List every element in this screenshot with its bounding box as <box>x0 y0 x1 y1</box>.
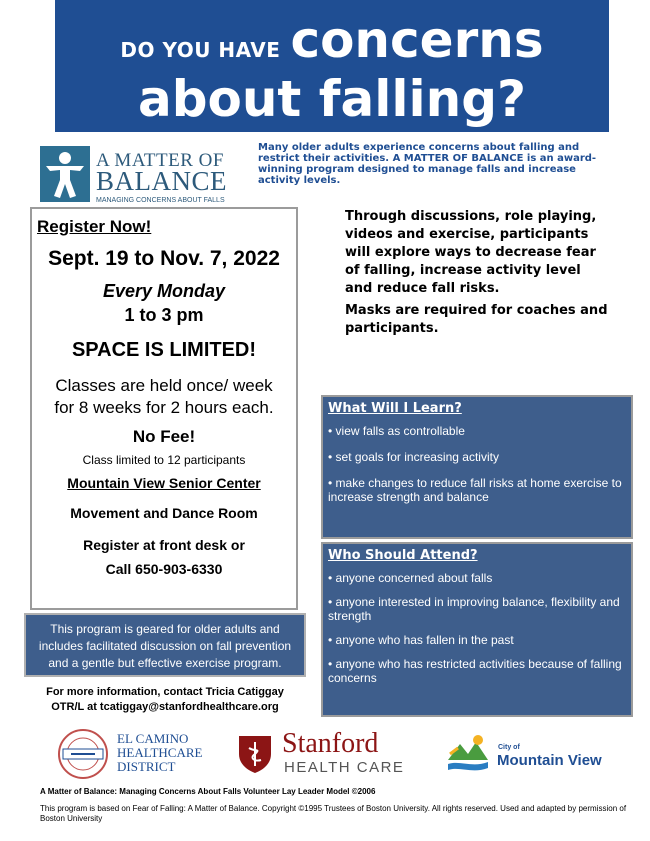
el-camino-seal-icon <box>57 728 109 780</box>
el-camino-line3: DISTRICT <box>117 759 176 774</box>
program-description-box: This program is geared for older adults and includes facilitated discussion on fall prevention and a gentle but effective exercise program. <box>24 613 306 677</box>
list-item: • view falls as controllable <box>328 424 465 438</box>
venue-name: Mountain View Senior Center <box>67 475 261 491</box>
contact-info <box>24 685 306 715</box>
header-banner <box>55 0 609 132</box>
stanford-health-care: HEALTH CARE <box>284 759 405 776</box>
program-details <box>345 208 610 342</box>
register-instructions: Register at front desk or <box>83 537 245 553</box>
class-schedule: Classes are held once/ week for 8 weeks for 2 hours each. <box>54 376 274 417</box>
list-item: • anyone concerned about falls <box>328 571 493 585</box>
stanford-name: Stanford <box>282 728 379 759</box>
contact-line2: OTR/L at tcatiggay@stanfordhealthcare.org <box>51 701 279 713</box>
room-name: Movement and Dance Room <box>70 505 258 521</box>
sponsor-logos <box>0 728 650 788</box>
meeting-time: 1 to 3 pm <box>124 305 204 325</box>
footer-title: A Matter of Balance: Managing Concerns About Falls Volunteer Lay Leader Model ©2006 <box>40 787 376 796</box>
header-big-text: concerns <box>290 11 544 69</box>
list-item: • anyone interested in improving balance, flexibility and strength <box>328 595 620 623</box>
intro-text: Many older adults experience concerns about falling and restrict their activities. A MATTER OF BALANCE is an award-winning program designed to manage falls and increase activity levels. <box>258 142 597 186</box>
learn-list <box>323 424 631 504</box>
program-details-p1: Through discussions, role playing, videos and exercise, participants will explore ways to decrease fear of falling, increase activity level and reduce fall risks. <box>345 209 597 296</box>
logo-line2: BALANCE <box>96 166 227 196</box>
register-box <box>30 207 298 610</box>
what-will-i-learn-panel <box>321 395 633 539</box>
space-limited: SPACE IS LIMITED! <box>71 339 257 361</box>
meeting-day: Every Monday <box>102 281 226 301</box>
el-camino-line1: EL CAMINO <box>117 731 189 746</box>
attend-title: Who Should Attend? <box>328 548 478 563</box>
logo-line1: A MATTER OF <box>96 150 224 171</box>
class-limit: Class limited to 12 participants <box>82 453 246 467</box>
attend-list <box>323 571 631 685</box>
header-line1 <box>55 10 609 70</box>
logo-tagline: MANAGING CONCERNS ABOUT FALLS <box>96 197 225 204</box>
contact-line1: For more information, contact Tricia Catiggay <box>46 686 284 698</box>
header-small-text: DO YOU HAVE <box>120 38 281 62</box>
register-title: Register Now! <box>37 217 152 236</box>
list-item: • set goals for increasing activity <box>328 450 499 464</box>
stanford-shield-icon <box>237 734 273 774</box>
balance-figure-icon <box>40 146 90 202</box>
header-line2: about falling? <box>137 70 527 128</box>
footer-note: This program is based on Fear of Falling: A Matter of Balance. Copyright ©1995 Trustees of Boston University. All rights reserved. Used and adapted by permission of Boston University <box>40 804 627 823</box>
date-range: Sept. 19 to Nov. 7, 2022 <box>48 247 280 270</box>
no-fee: No Fee! <box>132 427 196 446</box>
el-camino-line2: HEALTHCARE <box>117 745 203 760</box>
mountain-view-name: Mountain View <box>497 752 602 769</box>
who-should-attend-panel <box>321 542 633 717</box>
mountain-view-city-of: City of <box>498 744 520 751</box>
mask-requirement: Masks are required for coaches and participants. <box>345 303 608 336</box>
learn-title: What Will I Learn? <box>328 401 462 416</box>
el-camino-text <box>117 732 202 774</box>
mountain-view-icon <box>444 730 492 778</box>
phone-number: Call 650-903-6330 <box>105 561 223 577</box>
list-item: • make changes to reduce fall risks at home exercise to increase strength and balance <box>328 476 622 504</box>
list-item: • anyone who has restricted activities because of falling concerns <box>328 657 622 685</box>
list-item: • anyone who has fallen in the past <box>328 633 514 647</box>
matter-of-balance-logo <box>40 146 240 208</box>
